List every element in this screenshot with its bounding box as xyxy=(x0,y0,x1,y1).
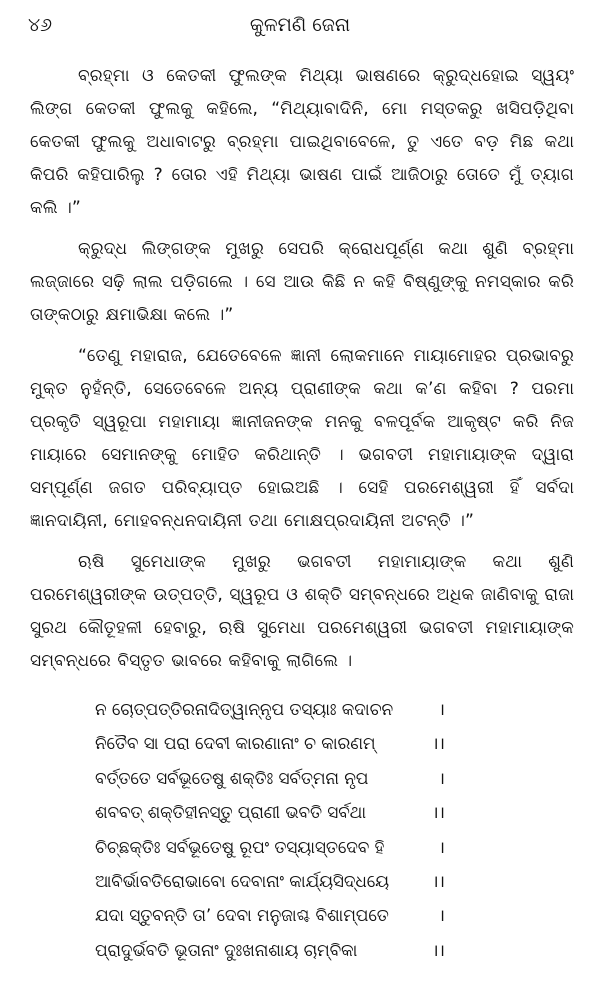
verse-text: ନ ଚୋତ୍ପତ୍ତିରନାଦିତ୍ୱାନ୍ନୃପ ତସ୍ୟାଃ କଦାଚନ xyxy=(95,699,394,719)
page-number: ୪୬ xyxy=(28,14,53,36)
page-header xyxy=(28,14,572,44)
paragraph: “ତେଣୁ ମହାରାଜ, ଯେତେବେଳେ ଜ୍ଞାନୀ ଲୋକମାନେ ମାୟାମୋହର ପ୍ରଭାବରୁ ମୁକ୍ତ ନୁହଁନ୍ତି, ସେତେବେଳେ ଅନ୍ୟ ପ୍ରାଣୀଙ୍କ କଥା କ’ଣ କହିବା ? ପରମା ପ୍ରକୃତି ସ୍ୱରୂପା ମହାମାୟା ଜ୍ଞାନୀଜନଙ୍କ ମନକୁ ବଳପୂର୍ବକ ଆକୃଷ୍ଟ କରି ନିଜ ମାୟାରେ ସେମାନଙ୍କୁ ମୋହିତ କରିଥାନ୍ତି । ଭଗବତୀ ମହାମାୟାଙ୍କ ଦ୍ୱାରା ସମ୍ପୂର୍ଣ୍ଣ ଜଗତ ପରିବ୍ୟାପ୍ତ ହୋଇଅଛି । ସେହି ପରମେଶ୍ୱରୀ ହିଁ ସର୍ବଦା ଜ୍ଞାନଦାୟିନୀ, ମୋହବନ୍ଧନଦାୟିନୀ ତଥା ମୋକ୍ଷପ୍ରଦାୟିନୀ ଅଟନ୍ତି ।” xyxy=(30,346,574,531)
verse-line xyxy=(95,830,445,864)
verse-line xyxy=(95,761,445,795)
running-title: କୁଳମଣି ଜେନା xyxy=(249,14,351,36)
paragraph: ଋଷି ସୁମେଧାଙ୍କ ମୁଖରୁ ଭଗବତୀ ମହାମାୟାଙ୍କ କଥା ଶୁଣି ପରମେଶ୍ୱରୀଙ୍କ ଉତ୍ପତ୍ତି, ସ୍ୱରୂପ ଓ ଶକ୍ତି ସମ୍ବନ୍ଧରେ ଅଧିକ ଜାଣିବାକୁ ରାଜା ସୁରଥ କୌତୂହଳୀ ହେବାରୁ, ଋଷି ସୁମେଧା ପରମେଶ୍ୱରୀ ଭଗବତୀ ମହାମାୟାଙ୍କ ସମ୍ବନ୍ଧରେ ବିସ୍ତୃତ ଭାବରେ କହିବାକୁ ଲାଗିଲେ । xyxy=(30,552,574,671)
verse-danda: ।। xyxy=(432,939,445,960)
verse-line xyxy=(95,933,445,967)
verse-text: ଶବବତ୍ ଶକ୍ତିହୀନସ୍ତୁ ପ୍ରାଣୀ ଭବତି ସର୍ବଥା xyxy=(95,802,367,823)
verse-danda: । xyxy=(438,836,445,857)
verse-text: ଯଦା ସ୍ତୁବନ୍ତି ତା’ ଦେବା ମନୁଜାଶ୍ଚ ବିଶାମ୍ପତେ xyxy=(95,905,389,926)
verse-line xyxy=(95,726,445,760)
verse-danda: । xyxy=(438,699,445,719)
verse-danda: ।। xyxy=(432,802,445,823)
verse-line xyxy=(95,898,445,932)
verse-line xyxy=(95,795,445,829)
paragraph: ବ୍ରହ୍ମା ଓ କେତକୀ ଫୁଲଙ୍କ ମିଥ୍ୟା ଭାଷଣରେ କ୍ରୁଦ୍ଧହୋଇ ସ୍ୱୟଂ ଲିଙ୍ଗ କେତକୀ ଫୁଲକୁ କହିଲେ, “ମିଥ୍ୟାବାଦିନି, ମୋ ମସ୍ତକରୁ ଖସିପଡ଼ିଥିବା କେତକୀ ଫୁଲକୁ ଅଧାବାଟରୁ ବ୍ରହ୍ମା ପାଇଥିବାବେଳେ, ତୁ ଏତେ ବଡ଼ ମିଛ କଥା କିପରି କହିପାରିଲୁ ? ତୋର ଏହି ମିଥ୍ୟା ଭାଷଣ ପାଇଁ ଆଜିଠାରୁ ତୋତେ ମୁଁ ତ୍ୟାଗ କଲି ।” xyxy=(30,66,574,218)
verse-danda: । xyxy=(438,767,445,788)
verse-text: ପ୍ରାଦୁର୍ଭବତି ଭୂତାନାଂ ଦୁଃଖନାଶାୟ ଚାମ୍ବିକା xyxy=(95,939,358,960)
verse-line xyxy=(95,692,445,726)
verse-danda: ।। xyxy=(432,733,445,754)
verse-line xyxy=(95,864,445,898)
paragraph: କ୍ରୁଦ୍ଧ ଲିଙ୍ଗଙ୍କ ମୁଖରୁ ସେପରି କ୍ରୋଧପୂର୍ଣ୍ଣ କଥା ଶୁଣି ବ୍ରହ୍ମା ଲଜ୍ଜାରେ ସଢ଼ି ଲାଲ ପଡ଼ିଗଲେ । ସେ ଆଉ କିଛି ନ କହି ବିଷ୍ଣୁଙ୍କୁ ନମସ୍କାର କରି ତାଙ୍କଠାରୁ କ୍ଷମାଭିକ୍ଷା କଲେ ।” xyxy=(30,239,574,325)
verse-danda: । xyxy=(438,905,445,926)
verse-block xyxy=(95,692,445,967)
verse-text: ଆବିର୍ଭାବତିରୋଭାବୋ ଦେବାନାଂ କାର୍ଯ୍ୟସିଦ୍ଧୟେ xyxy=(95,870,390,891)
body-text xyxy=(30,60,574,686)
verse-text: ବର୍ତ୍ତତେ ସର୍ବଭୂତେଷୁ ଶକ୍ତିଃ ସର୍ବତ୍ମନା ନୃପ xyxy=(95,767,369,788)
verse-text: ଚିଚ୍ଛକ୍ତିଃ ସର୍ବଭୂତେଷୁ ରୂପଂ ତସ୍ୟାସ୍ତଦେବ ହି xyxy=(95,836,385,857)
verse-text: ନିତୈବ ସା ପରା ଦେବୀ କାରଣାନାଂ ଚ କାରଣମ୍ xyxy=(95,733,376,754)
verse-danda: ।। xyxy=(432,870,445,891)
